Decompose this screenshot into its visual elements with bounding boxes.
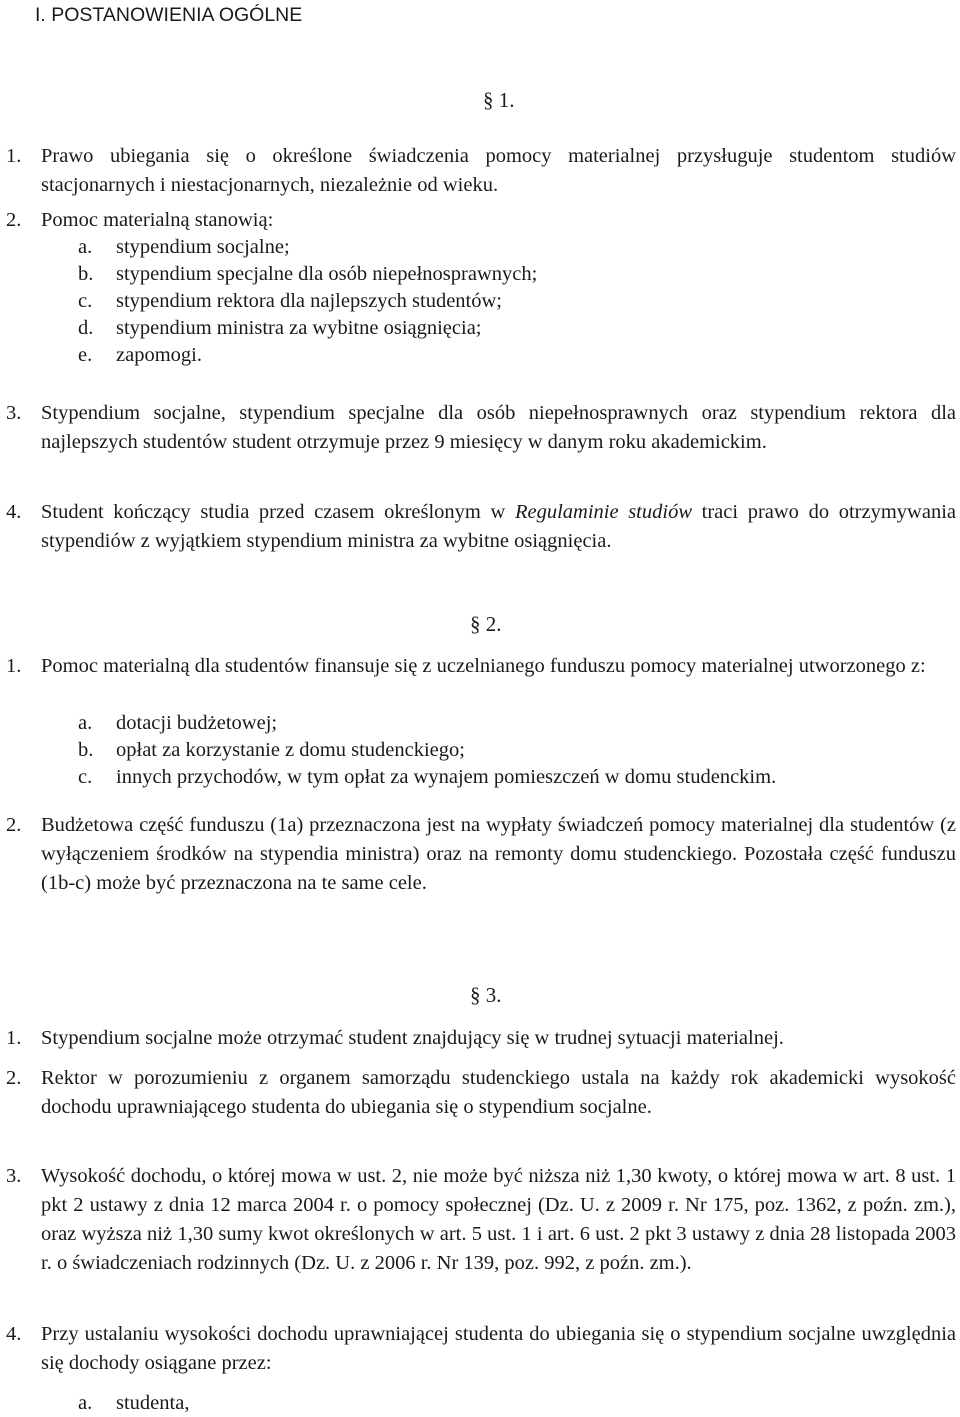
- section-2-paragraph-2: 2. Budżetowa część funduszu (1a) przeznaczona jest na wypłaty świadczeń pomocy materialnej dla studentów (z wyłączeniem środków na stypendia ministra) oraz na remonty domu studenckiego. Pozostała część funduszu (1b-c) może być przeznaczona na te same cele.: [6, 814, 956, 894]
- section-1-paragraph-2: 2. Pomoc materialną stanowią:: [6, 209, 274, 231]
- list-item: d. stypendium ministra za wybitne osiągnięcia;: [78, 317, 482, 339]
- document-header: I. POSTANOWIENIA OGÓLNE: [35, 4, 303, 26]
- section-1-paragraph-4: 4. Student kończący studia przed czasem określonym w Regulaminie studiów traci prawo do otrzymywania stypendiów z wyjątkiem stypendium ministra za wybitne osiągnięcia.: [6, 501, 956, 552]
- section-3-paragraph-4: 4. Przy ustalaniu wysokości dochodu uprawniającej studenta do ubiegania się o stypendium socjalne uwzględnia się dochody osiągane przez:: [6, 1323, 956, 1374]
- section-2-paragraph-1: 1. Pomoc materialną dla studentów finansuje się z uczelnianego funduszu pomocy materialnej utworzonego z:: [6, 655, 926, 677]
- list-item: a. studenta,: [78, 1392, 190, 1414]
- section-1-paragraph-1: 1. Prawo ubiegania się o określone świadczenia pomocy materialnej przysługuje studentom studiów stacjonarnych i niestacjonarnych, niezależnie od wieku.: [6, 145, 956, 196]
- section-sign-icon: §: [470, 612, 486, 636]
- list-item: a. dotacji budżetowej;: [78, 712, 278, 734]
- regulation-title: Regulaminie studiów: [514, 501, 692, 523]
- section-sign-icon: §: [483, 88, 499, 112]
- list-item: b. opłat za korzystanie z domu studenckiego;: [78, 739, 465, 761]
- list-item: e. zapomogi.: [78, 344, 202, 366]
- list-item: c. innych przychodów, w tym opłat za wynajem pomieszczeń w domu studenckim.: [78, 766, 777, 788]
- list-item: c. stypendium rektora dla najlepszych studentów;: [78, 290, 502, 312]
- section-3-paragraph-1: 1. Stypendium socjalne może otrzymać student znajdujący się w trudnej sytuacji materialnej.: [6, 1027, 784, 1049]
- section-1-label: § 1.: [483, 88, 515, 112]
- list-item: b. stypendium specjalne dla osób niepełnosprawnych;: [78, 263, 538, 285]
- section-sign-icon: §: [470, 983, 486, 1007]
- section-1-paragraph-3: 3. Stypendium socjalne, stypendium specjalne dla osób niepełnosprawnych oraz stypendium rektora dla najlepszych studentów student otrzymuje przez 9 miesięcy w danym roku akademickim.: [6, 402, 956, 453]
- section-2-label: § 2.: [470, 612, 502, 636]
- section-3-paragraph-2: 2. Rektor w porozumieniu z organem samorządu studenckiego ustala na każdy rok akademicki wysokość dochodu uprawniającego studenta do ubiegania się o stypendium socjalne.: [6, 1067, 956, 1118]
- list-item: a. stypendium socjalne;: [78, 236, 290, 258]
- section-3-paragraph-3: 3. Wysokość dochodu, o której mowa w ust. 2, nie może być niższa niż 1,30 kwoty, o której mowa w art. 8 ust. 1 pkt 2 ustawy z dnia 12 marca 2004 r. o pomocy społecznej (Dz. U. z 2009 r. Nr 175, poz. 1362, z poźn. zm.), oraz wyższa niż 1,30 sumy kwot określonych w art. 5 ust. 1 i art. 6 ust. 2 pkt 3 ustawy z dnia 28 listopada 2003 r. o świadczeniach rodzinnych (Dz. U. z 2006 r. Nr 139, poz. 992, z poźn. zm.).: [6, 1165, 956, 1274]
- section-3-label: § 3.: [470, 983, 502, 1007]
